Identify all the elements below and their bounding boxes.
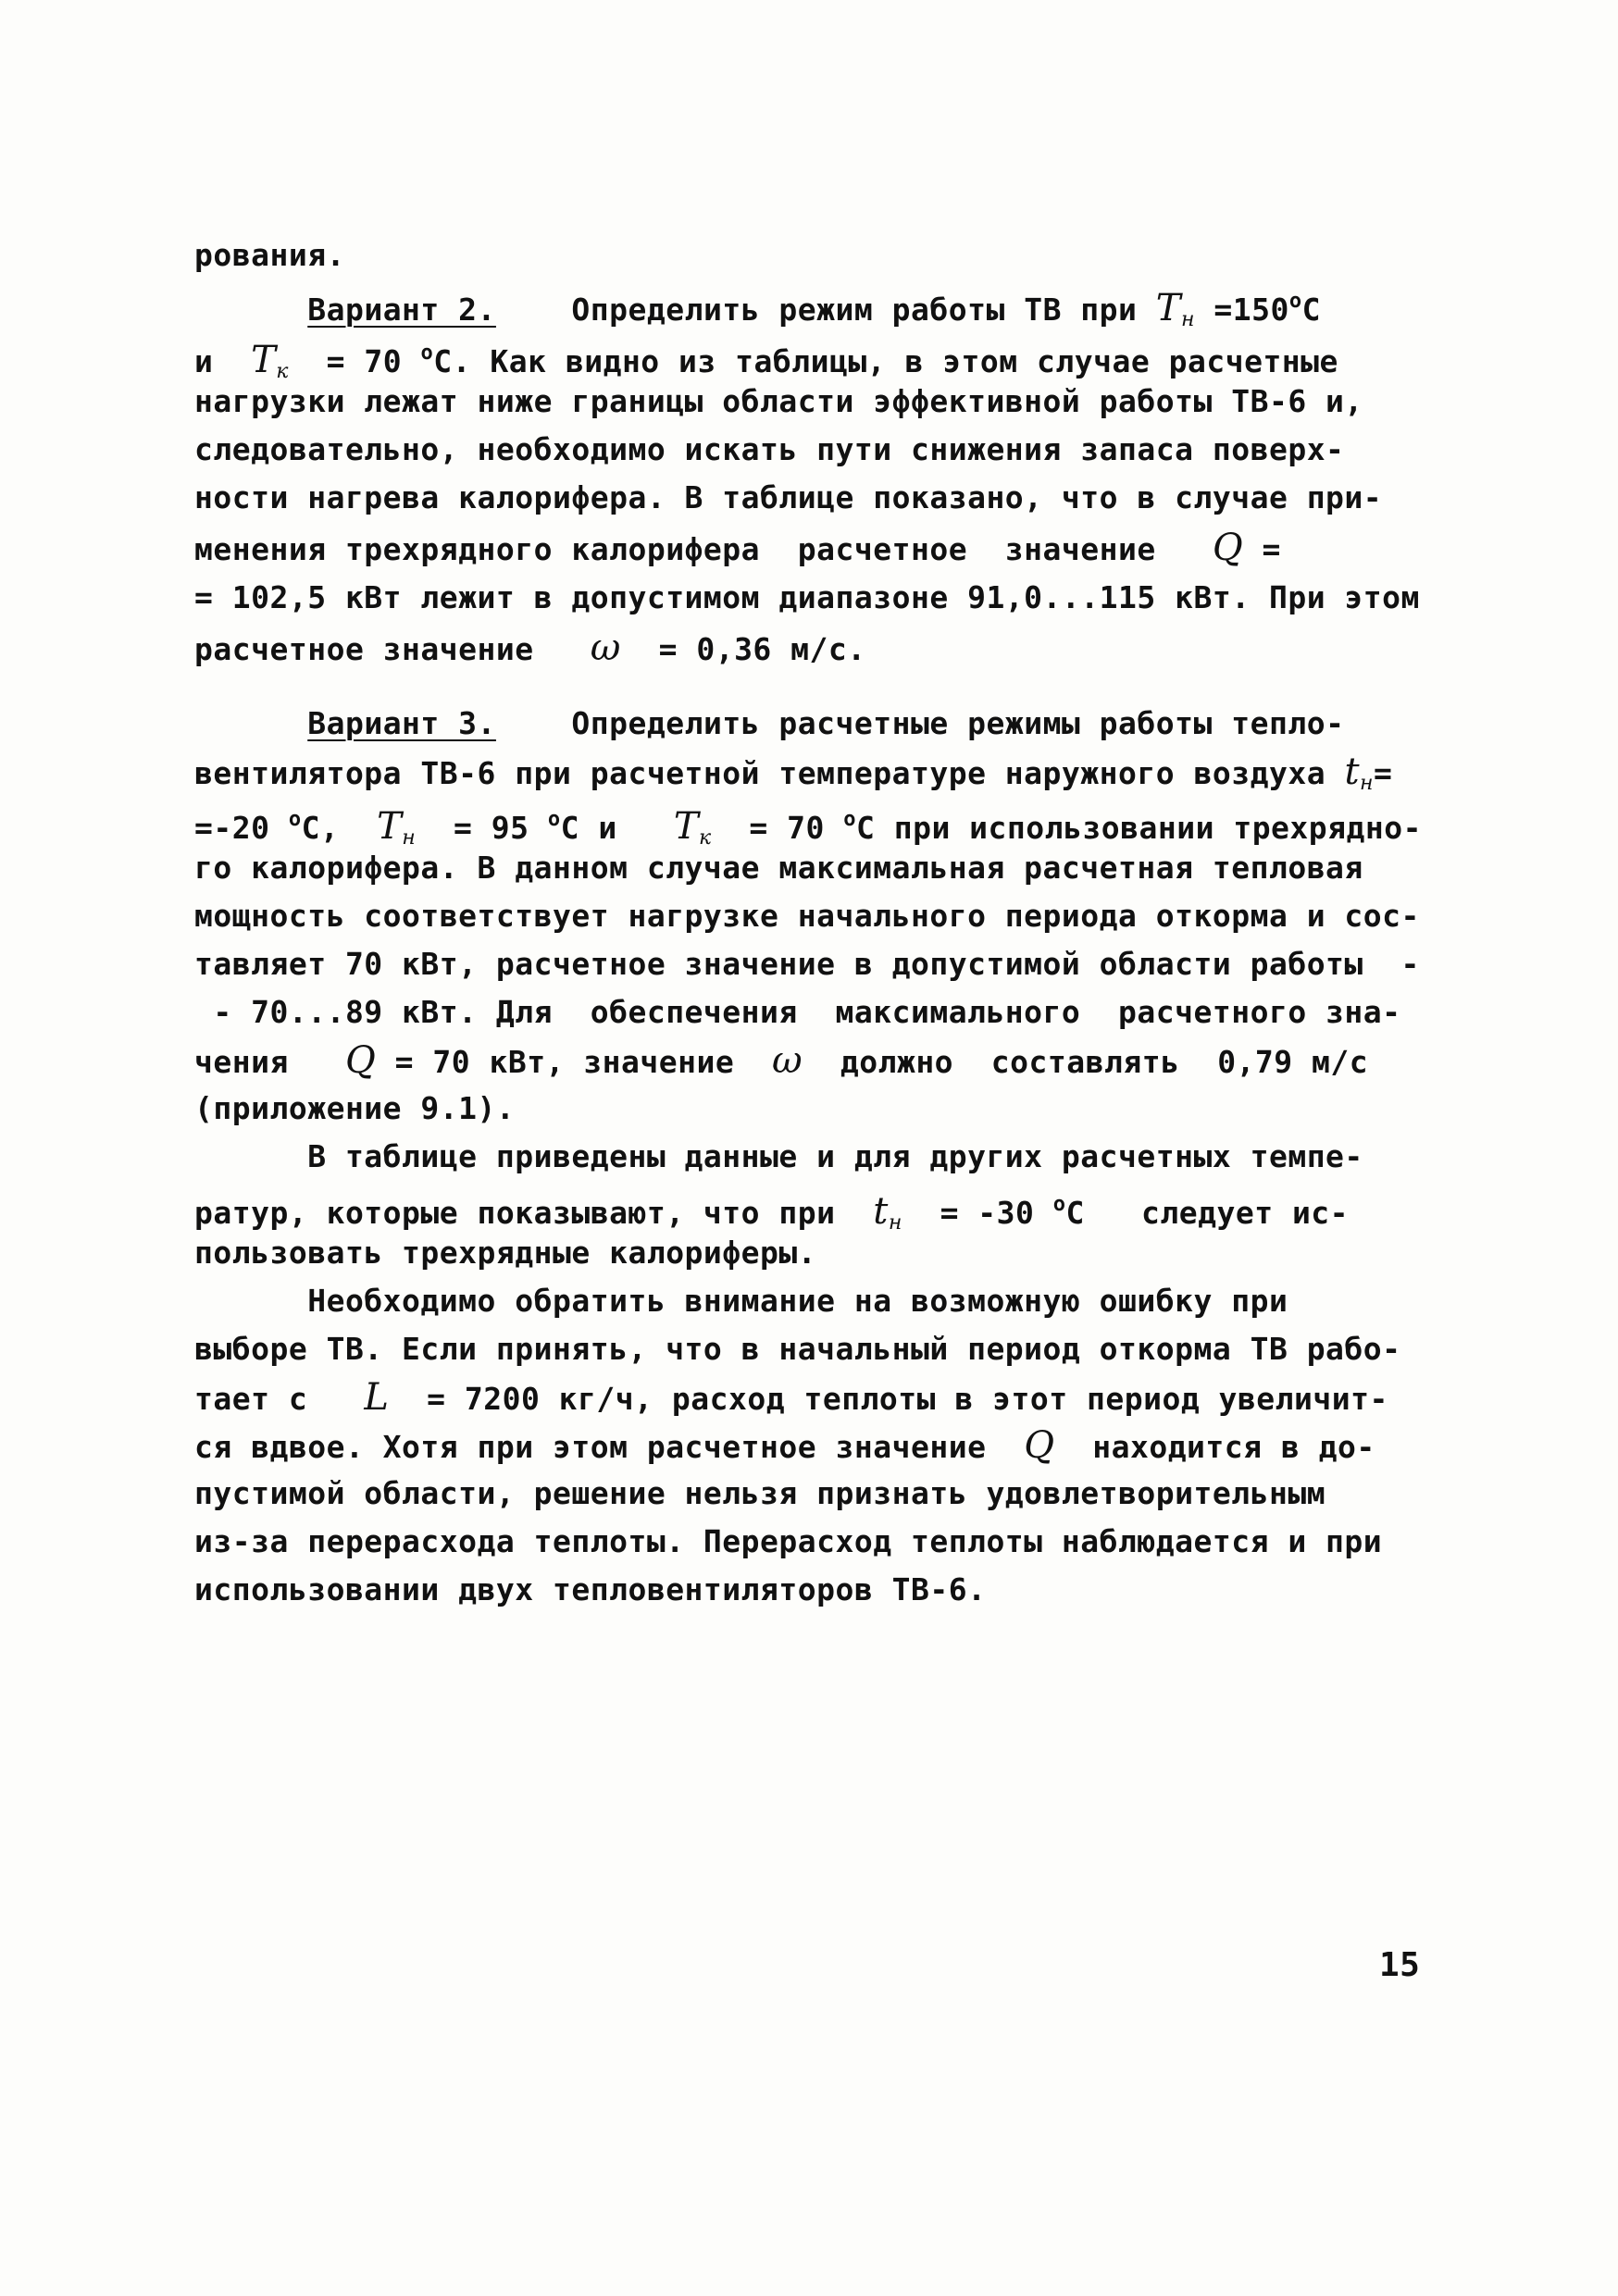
degree-mark: о bbox=[547, 808, 561, 831]
text-run: выборе ТВ. Если принять, что в начальный период откорма ТВ рабо- bbox=[194, 1331, 1401, 1367]
text-line bbox=[194, 988, 1401, 1036]
text-line bbox=[194, 426, 1344, 474]
text-line bbox=[194, 624, 866, 672]
page-number: 15 bbox=[1379, 1946, 1421, 1984]
degree-mark: о bbox=[1288, 290, 1302, 313]
text-line bbox=[194, 940, 1420, 988]
text-line bbox=[194, 892, 1420, 940]
text-run: следовательно, необходимо искать пути снижения запаса поверх- bbox=[194, 431, 1345, 467]
variant-heading: Вариант 2. bbox=[307, 292, 496, 328]
text-line bbox=[194, 231, 345, 279]
text-run: рования. bbox=[194, 237, 345, 273]
text-run: С следует ис- bbox=[1065, 1195, 1350, 1231]
math-symbol-letter: Q bbox=[1212, 527, 1244, 569]
text-run: пользовать трехрядные калориферы. bbox=[194, 1235, 817, 1271]
math-subscript: н bbox=[402, 826, 417, 850]
text-run: = 70 bbox=[711, 810, 844, 846]
math-symbol bbox=[251, 339, 289, 381]
text-run: расчетное значение bbox=[194, 631, 591, 667]
math-subscript: к bbox=[276, 360, 289, 383]
text-run: С, bbox=[301, 810, 378, 846]
math-symbol bbox=[1024, 1424, 1054, 1467]
text-run: тавляет 70 кВт, расчетное значение в допустимой области работы - bbox=[194, 946, 1420, 982]
text-run: и bbox=[194, 343, 252, 379]
text-run: Необходимо обратить внимание на возможную ошибку при bbox=[194, 1283, 1288, 1319]
text-line bbox=[194, 574, 1420, 622]
text-run: С и bbox=[560, 810, 674, 846]
variant-heading: Вариант 3. bbox=[307, 705, 496, 741]
text-line bbox=[194, 844, 1363, 892]
math-symbol-letter: t bbox=[1344, 751, 1361, 793]
text-run: - 70...89 кВт. Для обеспечения максимального расчетного зна- bbox=[194, 994, 1401, 1030]
text-run: = 70 кВт, значение bbox=[376, 1044, 772, 1080]
text-line bbox=[194, 1470, 1326, 1518]
math-symbol-letter: Q bbox=[1024, 1424, 1055, 1467]
text-line bbox=[194, 524, 1281, 572]
text-run bbox=[1195, 292, 1214, 328]
text-run: =-20 bbox=[194, 810, 289, 846]
text-line bbox=[194, 1325, 1401, 1373]
math-symbol bbox=[591, 627, 621, 669]
text-run: = 70 bbox=[288, 343, 421, 379]
text-run: = bbox=[1243, 531, 1281, 567]
text-run: мощность соответствует нагрузке начального периода откорма и сос- bbox=[194, 898, 1420, 934]
degree-mark: о bbox=[420, 341, 434, 365]
math-subscript: н bbox=[1360, 772, 1375, 795]
text-run: вентилятора ТВ-6 при расчетной температуре наружного воздуха bbox=[194, 755, 1345, 791]
math-symbol bbox=[674, 805, 712, 848]
text-line bbox=[194, 474, 1382, 522]
text-run: = 95 bbox=[416, 810, 548, 846]
text-run: С bbox=[1301, 292, 1321, 328]
math-symbol bbox=[345, 1039, 376, 1082]
text-line bbox=[194, 1566, 986, 1614]
text-run: Определить режим работы ТВ при bbox=[495, 292, 1156, 328]
math-symbol bbox=[1213, 527, 1243, 569]
text-run: ратур, которые показывают, что при bbox=[194, 1195, 874, 1231]
math-symbol-letter: T bbox=[1155, 287, 1181, 329]
text-run bbox=[194, 705, 307, 741]
math-symbol-letter: T bbox=[673, 805, 699, 848]
text-run: В таблице приведены данные и для других расчетных темпе- bbox=[194, 1138, 1363, 1174]
math-symbol-letter: Q bbox=[344, 1039, 377, 1082]
text-run: Определить расчетные режимы работы тепло- bbox=[495, 705, 1345, 741]
text-run: использовании двух тепловентиляторов ТВ-6. bbox=[194, 1571, 987, 1607]
degree-mark: о bbox=[288, 808, 302, 831]
math-symbol bbox=[364, 1376, 389, 1419]
text-run: пустимой области, решение нельзя признать удовлетворительным bbox=[194, 1475, 1326, 1511]
text-line bbox=[194, 748, 1392, 796]
text-line bbox=[194, 1181, 1350, 1235]
text-run: ности нагрева калорифера. В таблице показано, что в случае при- bbox=[194, 479, 1383, 515]
math-symbol bbox=[772, 1039, 803, 1082]
text-run: должно составлять 0,79 м/с bbox=[803, 1044, 1369, 1080]
text-run: менения трехрядного калорифера расчетное значение bbox=[194, 531, 1213, 567]
math-symbol bbox=[1156, 287, 1195, 329]
text-line bbox=[194, 329, 1338, 383]
text-run: (приложение 9.1). bbox=[194, 1090, 516, 1126]
text-run: находится в до- bbox=[1054, 1429, 1375, 1465]
text-line bbox=[194, 1036, 1368, 1085]
math-subscript: н bbox=[888, 1211, 902, 1235]
text-run: тает с bbox=[194, 1381, 365, 1417]
math-symbol-letter: t bbox=[873, 1190, 889, 1233]
text-run: го калорифера. В данном случае максимальная расчетная тепловая bbox=[194, 850, 1363, 886]
text-line bbox=[194, 1133, 1363, 1181]
text-run bbox=[194, 292, 307, 328]
math-symbol-letter: T bbox=[377, 805, 403, 848]
math-symbol-letter: L bbox=[364, 1376, 390, 1419]
math-symbol bbox=[873, 1190, 902, 1233]
degree-mark: о bbox=[1052, 1193, 1066, 1216]
text-run: = bbox=[1374, 755, 1393, 791]
text-line bbox=[194, 1373, 1388, 1421]
math-symbol bbox=[1344, 751, 1374, 793]
math-subscript: к bbox=[699, 826, 712, 850]
math-subscript: н bbox=[1180, 308, 1195, 331]
text-run: С при использовании трехрядно- bbox=[855, 810, 1422, 846]
math-symbol-letter: ω bbox=[590, 627, 621, 669]
math-symbol-letter: T bbox=[251, 339, 277, 381]
text-run: из-за перерасхода теплоты. Перерасход теплоты наблюдается и при bbox=[194, 1523, 1383, 1559]
text-line bbox=[194, 1518, 1382, 1566]
degree-mark: о bbox=[843, 808, 856, 831]
text-line bbox=[194, 796, 1422, 850]
text-run: =150 bbox=[1214, 292, 1289, 328]
text-line bbox=[194, 378, 1363, 426]
text-line bbox=[194, 278, 1321, 331]
text-run: = -30 bbox=[902, 1195, 1053, 1231]
text-line bbox=[194, 700, 1344, 748]
text-line bbox=[194, 1085, 515, 1133]
text-run: = 0,36 м/с. bbox=[620, 631, 866, 667]
text-line bbox=[194, 1277, 1288, 1325]
text-line bbox=[194, 1421, 1375, 1470]
math-symbol-letter: ω bbox=[771, 1039, 803, 1082]
text-run: = 102,5 кВт лежит в допустимом диапазоне 91,0...115 кВт. При этом bbox=[194, 579, 1420, 615]
text-run: С. Как видно из таблицы, в этом случае расчетные bbox=[433, 343, 1338, 379]
math-symbol bbox=[377, 805, 416, 848]
text-run: чения bbox=[194, 1044, 345, 1080]
text-run: нагрузки лежат ниже границы области эффективной работы ТВ-6 и, bbox=[194, 383, 1363, 419]
text-run: ся вдвое. Хотя при этом расчетное значение bbox=[194, 1429, 1025, 1465]
text-line bbox=[194, 1229, 816, 1277]
text-run: = 7200 кг/ч, расход теплоты в этот период увеличит- bbox=[389, 1381, 1388, 1417]
